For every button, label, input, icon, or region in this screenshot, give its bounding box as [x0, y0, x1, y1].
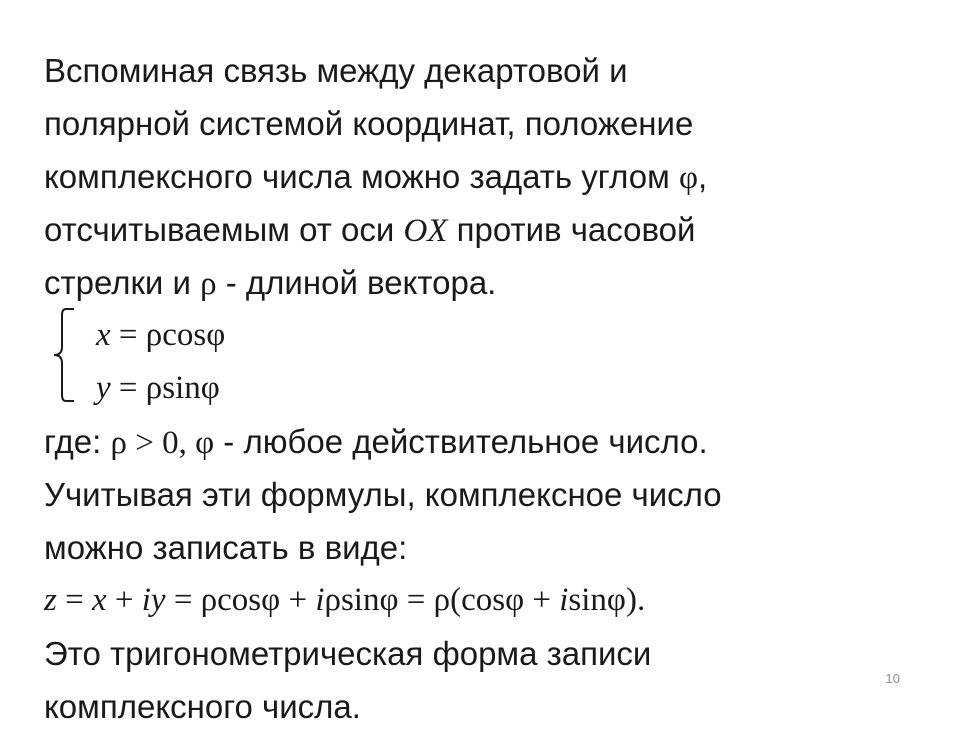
system-equation-x — [44, 309, 722, 362]
rho-symbol: ρ — [200, 266, 217, 302]
system-brace — [40, 305, 80, 405]
variable: z — [44, 582, 57, 618]
system-equation-y — [44, 362, 722, 415]
text-segment: комплексного числа можно задать углом — [44, 158, 679, 195]
text-segment: отсчитываемым от оси — [44, 211, 404, 248]
formula-segment: ρsinφ = ρ(cosφ + — [324, 582, 560, 618]
text-segment: против часовой — [447, 211, 696, 248]
text-segment: - любое действительное число. — [214, 423, 708, 460]
imaginary-unit: i — [559, 582, 569, 618]
formula-segment: = — [56, 582, 92, 618]
equation-rhs: = ρsinφ — [110, 370, 220, 406]
equation-rhs: = ρcosφ — [110, 317, 226, 353]
text-line — [44, 256, 722, 309]
page-number: 10 — [885, 671, 900, 686]
formula-segment: + — [106, 582, 142, 618]
text-line: Это тригонометрическая форма записи — [44, 635, 652, 672]
slide-body — [44, 44, 722, 733]
variable: x — [91, 582, 107, 618]
text-line — [44, 150, 722, 203]
text-line — [44, 203, 722, 256]
variable: y — [96, 370, 111, 406]
variable: x — [96, 317, 111, 353]
phi-symbol: φ — [678, 160, 698, 196]
text-segment: , — [697, 158, 708, 195]
trig-form-formula — [44, 574, 722, 627]
condition-line — [44, 415, 722, 468]
variable: iy — [141, 582, 166, 618]
imaginary-unit: i — [315, 582, 325, 618]
formula-segment: = ρcosφ + — [165, 582, 316, 618]
formula-segment: sinφ). — [568, 582, 646, 618]
text-segment: где: — [44, 423, 111, 460]
text-line: комплексного числа. — [44, 688, 361, 725]
text-segment: стрелки и — [44, 264, 201, 301]
text-line: полярной системой координат, положение — [44, 105, 694, 142]
condition-formula: ρ > 0, φ — [110, 425, 215, 461]
text-segment: - длиной вектора. — [216, 264, 497, 301]
text-line: Вспоминая связь между декартовой и — [44, 52, 628, 89]
text-line: Учитывая эти формулы, комплексное число — [44, 476, 722, 513]
axis-label: OX — [403, 213, 448, 249]
text-line: можно записать в виде: — [44, 529, 408, 566]
